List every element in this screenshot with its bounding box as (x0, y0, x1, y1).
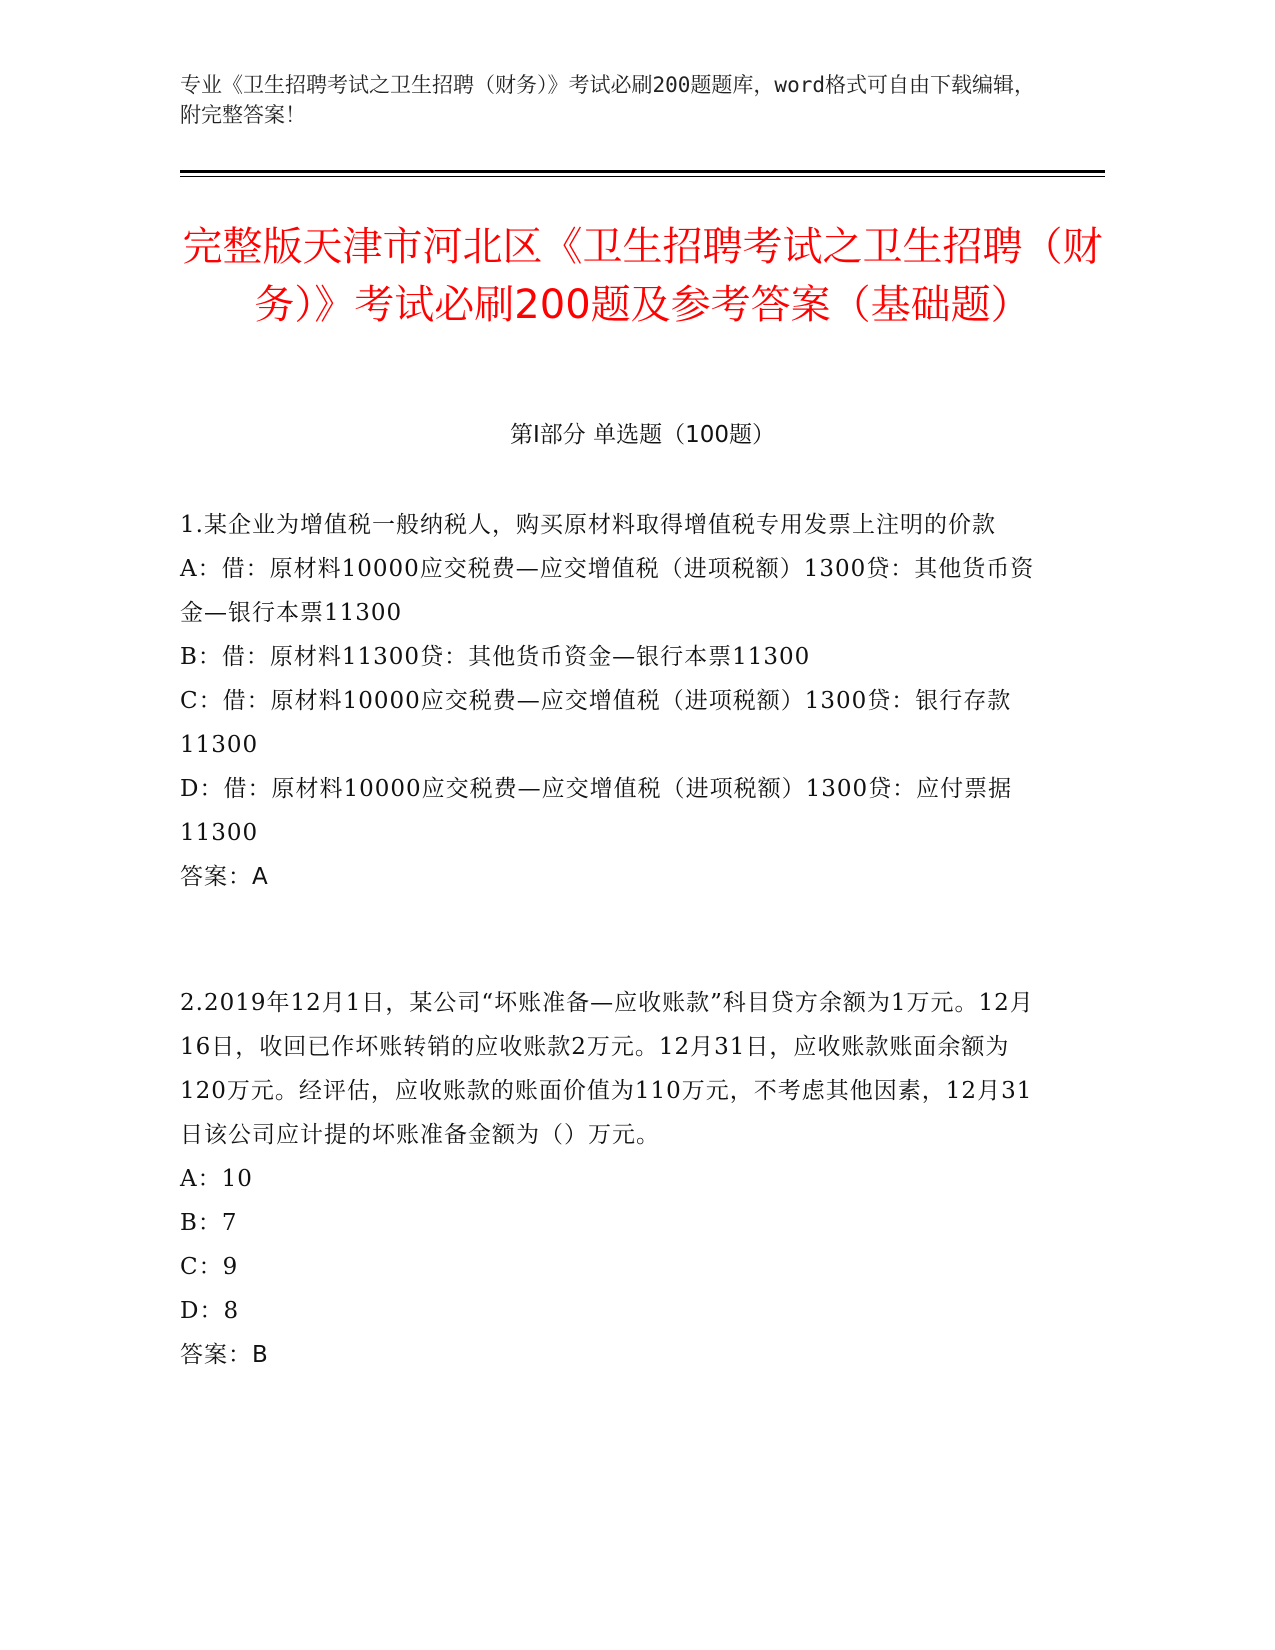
answer-label: 答案：A (180, 864, 269, 890)
option-b: B：借：原材料11300贷：其他货币资金—银行本票11300 (180, 644, 811, 670)
question-stem: 2.2019年12月1日，某公司“坏账准备—应收账款”科目贷方余额为1万元。12月16日，收回已作坏账转销的应收账款2万元。12月31日，应收账款账面余额为120万元。经评估，应收账款的账面价值为110万元，不考虑其他因素，12月31日该公司应计提的坏账准备金额为（）万元。 (180, 990, 1034, 1148)
option-d: D：借：原材料10000应交税费—应交增值税（进项税额）1300贷：应付票据11300 (180, 776, 1013, 846)
header-note: 专业《卫生招聘考试之卫生招聘（财务）》考试必刷200题题库，word格式可自由下载编辑，附完整答案！ (180, 73, 1035, 127)
option-c: C：9 (180, 1254, 239, 1280)
question-1 (180, 503, 1040, 899)
question-stem: 1.某企业为增值税一般纳税人，购买原材料取得增值税专用发票上注明的价款 (180, 512, 996, 538)
option-b: B：7 (180, 1210, 238, 1236)
option-a: A：10 (180, 1166, 253, 1192)
answer-label: 答案：B (180, 1342, 269, 1368)
question-2 (180, 981, 1040, 1377)
document-title: 完整版天津市河北区《卫生招聘考试之卫生招聘（财务）》考试必刷200题及参考答案（基础题） (182, 224, 1103, 328)
header-divider-thin (180, 176, 1105, 177)
header-divider-thick (180, 170, 1105, 173)
option-a: A：借：原材料10000应交税费—应交增值税（进项税额）1300贷：其他货币资金—银行本票11300 (180, 556, 1035, 626)
section-heading: 第I部分 单选题（100题） (510, 422, 775, 448)
option-c: C：借：原材料10000应交税费—应交增值税（进项税额）1300贷：银行存款11300 (180, 688, 1012, 758)
option-d: D：8 (180, 1298, 240, 1324)
